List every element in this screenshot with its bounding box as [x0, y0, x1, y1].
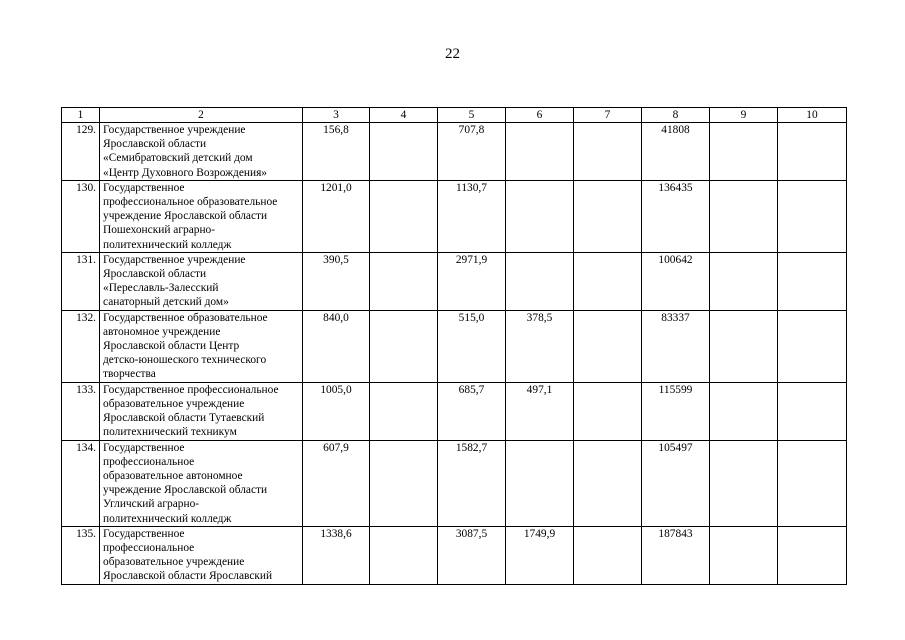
institution-name-cell — [100, 440, 303, 526]
institution-name-line: профессиональное — [103, 455, 195, 468]
header-cell: 6 — [506, 108, 574, 123]
institution-name-cell — [100, 180, 303, 252]
institution-name-line: образовательное учреждение — [103, 556, 245, 569]
value-cell-8: 105497 — [642, 440, 710, 526]
institution-name-line: образовательное автономное — [103, 470, 243, 483]
value-cell-8: 100642 — [642, 252, 710, 310]
table-row — [62, 180, 847, 252]
institution-name-line: Угличский аграрно- — [103, 498, 200, 511]
row-number-cell: 133. — [62, 382, 100, 440]
value-cell-4 — [370, 252, 438, 310]
value-cell-9 — [710, 382, 778, 440]
value-cell-7 — [574, 180, 642, 252]
value-cell-8: 83337 — [642, 310, 710, 382]
value-cell-4 — [370, 382, 438, 440]
value-cell-7 — [574, 440, 642, 526]
institution-name-line: «Центр Духовного Возрождения» — [103, 166, 268, 179]
header-cell: 2 — [100, 108, 303, 123]
value-cell-3: 1005,0 — [303, 382, 370, 440]
institution-name-cell — [100, 526, 303, 584]
value-cell-8: 41808 — [642, 123, 710, 181]
institution-name-line: Государственное — [103, 527, 185, 540]
value-cell-4 — [370, 526, 438, 584]
institution-name-line: Ярославской области Центр — [103, 340, 240, 353]
value-cell-5: 1130,7 — [438, 180, 506, 252]
institution-name-line: Государственное профессиональное — [103, 383, 279, 396]
institution-name-line: политехнический техникум — [103, 426, 237, 439]
value-cell-9 — [710, 526, 778, 584]
value-cell-6: 497,1 — [506, 382, 574, 440]
value-cell-5: 3087,5 — [438, 526, 506, 584]
value-cell-7 — [574, 310, 642, 382]
value-cell-10 — [778, 526, 847, 584]
header-cell: 10 — [778, 108, 847, 123]
value-cell-5: 707,8 — [438, 123, 506, 181]
row-number-cell: 135. — [62, 526, 100, 584]
value-cell-6 — [506, 440, 574, 526]
institution-name-line: Ярославской области Ярославский — [103, 570, 273, 583]
value-cell-6: 378,5 — [506, 310, 574, 382]
row-number-cell: 130. — [62, 180, 100, 252]
institution-name-cell — [100, 310, 303, 382]
institution-name-line: политехнический колледж — [103, 238, 232, 251]
institution-name-line: Пошехонский аграрно- — [103, 224, 216, 237]
institution-name-line: Ярославской области — [103, 268, 207, 281]
header-cell: 3 — [303, 108, 370, 123]
header-cell: 9 — [710, 108, 778, 123]
table-row — [62, 123, 847, 181]
value-cell-8: 115599 — [642, 382, 710, 440]
table-row — [62, 252, 847, 310]
value-cell-7 — [574, 382, 642, 440]
value-cell-7 — [574, 526, 642, 584]
value-cell-9 — [710, 440, 778, 526]
value-cell-6 — [506, 252, 574, 310]
value-cell-9 — [710, 123, 778, 181]
value-cell-6 — [506, 123, 574, 181]
row-number-cell: 134. — [62, 440, 100, 526]
value-cell-5: 685,7 — [438, 382, 506, 440]
institution-name-line: санаторный детский дом» — [103, 296, 229, 309]
institution-name-line: политехнический колледж — [103, 512, 232, 525]
value-cell-5: 515,0 — [438, 310, 506, 382]
header-cell: 1 — [62, 108, 100, 123]
value-cell-9 — [710, 180, 778, 252]
institution-name-line: Ярославской области Тутаевский — [103, 412, 265, 425]
value-cell-7 — [574, 252, 642, 310]
value-cell-4 — [370, 180, 438, 252]
institution-name-cell — [100, 252, 303, 310]
value-cell-10 — [778, 310, 847, 382]
institution-name-cell — [100, 123, 303, 181]
institution-name-line: «Переславль-Залесский — [103, 282, 219, 295]
table-row — [62, 526, 847, 584]
value-cell-10 — [778, 252, 847, 310]
value-cell-5: 2971,9 — [438, 252, 506, 310]
value-cell-10 — [778, 123, 847, 181]
value-cell-3: 1201,0 — [303, 180, 370, 252]
row-number-cell: 131. — [62, 252, 100, 310]
value-cell-9 — [710, 252, 778, 310]
value-cell-6: 1749,9 — [506, 526, 574, 584]
institution-name-line: автономное учреждение — [103, 325, 221, 338]
institution-name-line: учреждение Ярославской области — [103, 484, 268, 497]
value-cell-3: 390,5 — [303, 252, 370, 310]
header-cell: 5 — [438, 108, 506, 123]
table-header-row — [62, 108, 847, 123]
institution-name-line: Государственное учреждение — [103, 253, 246, 266]
header-cell: 8 — [642, 108, 710, 123]
value-cell-3: 607,9 — [303, 440, 370, 526]
header-cell: 4 — [370, 108, 438, 123]
value-cell-5: 1582,7 — [438, 440, 506, 526]
institution-name-line: «Семибратовский детский дом — [103, 152, 253, 165]
table-row — [62, 440, 847, 526]
value-cell-8: 136435 — [642, 180, 710, 252]
value-cell-4 — [370, 123, 438, 181]
institution-name-line: Государственное — [103, 181, 185, 194]
table-row — [62, 382, 847, 440]
value-cell-10 — [778, 382, 847, 440]
institution-name-line: профессиональное образовательное — [103, 196, 278, 209]
institution-name-line: учреждение Ярославской области — [103, 210, 268, 223]
value-cell-3: 840,0 — [303, 310, 370, 382]
value-cell-4 — [370, 310, 438, 382]
row-number-cell: 129. — [62, 123, 100, 181]
value-cell-7 — [574, 123, 642, 181]
value-cell-3: 156,8 — [303, 123, 370, 181]
institution-name-line: образовательное учреждение — [103, 397, 245, 410]
value-cell-6 — [506, 180, 574, 252]
row-number-cell: 132. — [62, 310, 100, 382]
value-cell-3: 1338,6 — [303, 526, 370, 584]
table-row — [62, 310, 847, 382]
institution-name-cell — [100, 382, 303, 440]
institution-name-line: Ярославской области — [103, 138, 207, 151]
value-cell-8: 187843 — [642, 526, 710, 584]
page-number: 22 — [445, 46, 460, 62]
institution-name-line: Государственное — [103, 441, 185, 454]
data-table — [61, 107, 847, 585]
header-cell: 7 — [574, 108, 642, 123]
value-cell-10 — [778, 440, 847, 526]
value-cell-10 — [778, 180, 847, 252]
institution-name-line: Государственное учреждение — [103, 124, 246, 136]
institution-name-line: профессиональное — [103, 542, 195, 555]
institution-name-line: Государственное образовательное — [103, 311, 268, 324]
value-cell-4 — [370, 440, 438, 526]
value-cell-9 — [710, 310, 778, 382]
institution-name-line: детско-юношеского технического — [103, 354, 267, 367]
institution-name-line: творчества — [103, 368, 156, 381]
